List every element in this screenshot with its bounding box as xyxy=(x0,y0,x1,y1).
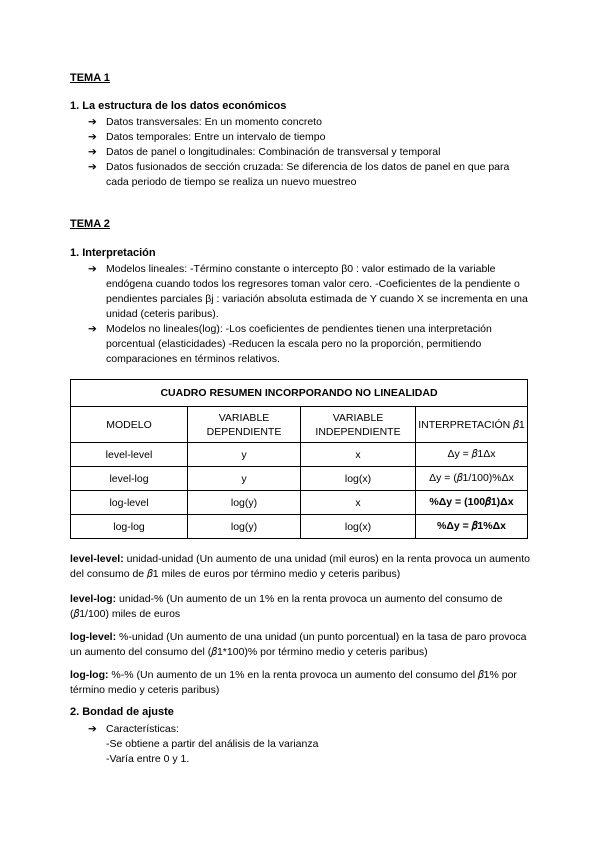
list-item: ➔ Datos transversales: En un momento concreto xyxy=(88,116,322,128)
table-cell: log(x) xyxy=(301,467,416,491)
table-cell: %Δy = (100𝛽1)Δx xyxy=(416,491,528,515)
bondad-section-title: 2. Bondad de ajuste xyxy=(70,706,174,718)
arrow-right-icon: ➔ xyxy=(88,323,97,335)
tema2-title: TEMA 2 xyxy=(70,218,110,230)
table-row xyxy=(71,491,528,515)
arrow-right-icon: ➔ xyxy=(88,131,97,143)
table-cell: Δy = (𝛽1/100)%Δx xyxy=(416,467,528,491)
table-cell: x xyxy=(301,443,416,467)
bondad-bullet-list xyxy=(88,722,528,737)
table-row xyxy=(71,443,528,467)
table-row xyxy=(71,467,528,491)
tema1-title: TEMA 1 xyxy=(70,72,110,84)
bondad-line: -Se obtiene a partir del análisis de la varianza xyxy=(106,738,319,750)
table-cell: Δy = 𝛽1Δx xyxy=(416,443,528,467)
list-item: ➔ Modelos lineales: -Término constante o intercepto β0 : valor estimado de la variable endógena cuando todos los regresores toman valor cero. -Coeficientes de la pendiente o pendientes parciales βj : variación absoluta estimada de Y cuando X se incrementa en una unidad (ceteris paribus). xyxy=(88,263,528,320)
table-header-cell: VARIABLE INDEPENDIENTE xyxy=(301,407,416,443)
table-cell: y xyxy=(188,467,301,491)
table-cell: log(y) xyxy=(188,491,301,515)
bondad-line: -Varía entre 0 y 1. xyxy=(106,753,190,765)
summary-table xyxy=(70,379,528,539)
tema2-section-title: 1. Interpretación xyxy=(70,247,156,259)
list-item: ➔ Características: xyxy=(88,723,179,735)
tema1-bullet-list xyxy=(88,115,528,190)
arrow-right-icon: ➔ xyxy=(88,116,97,128)
explanation-log-level: log-level: %-unidad (Un aumento de una unidad (un punto porcentual) en la tasa de paro provoca un aumento del consumo del (𝛽1*100)% por término medio y ceteris paribus) xyxy=(70,631,527,658)
table-header-cell: MODELO xyxy=(71,407,188,443)
arrow-right-icon: ➔ xyxy=(88,723,97,735)
tema2-bullet-list xyxy=(88,262,528,367)
explanation-level-log: level-log: unidad-% (Un aumento de un 1% en la renta provoca un aumento del consumo de (𝛽1/100) miles de euros xyxy=(70,593,503,620)
table-header-row xyxy=(71,407,528,443)
list-item: ➔ Datos fusionados de sección cruzada: Se diferencia de los datos de panel en que para cada periodo de tiempo se realiza un nuevo muestreo xyxy=(88,161,510,188)
table-cell: level-log xyxy=(71,467,188,491)
table-row xyxy=(71,515,528,539)
list-item: ➔ Modelos no lineales(log): -Los coeficientes de pendientes tienen una interpretación porcentual (elasticidades) -Reducen la escala pero no la proporción, permitiendo comparaciones en términos relativos. xyxy=(88,323,492,365)
table-header-cell: INTERPRETACIÓN 𝛽1 xyxy=(416,407,528,443)
table-cell: log-log xyxy=(71,515,188,539)
list-item: ➔ Datos temporales: Entre un intervalo de tiempo xyxy=(88,131,326,143)
table-header-cell: VARIABLE DEPENDIENTE xyxy=(188,407,301,443)
table-cell: y xyxy=(188,443,301,467)
table-cell: level-level xyxy=(71,443,188,467)
tema1-section-title: 1. La estructura de los datos económicos xyxy=(70,100,287,112)
table-title: CUADRO RESUMEN INCORPORANDO NO LINEALIDAD xyxy=(71,380,528,407)
table-cell: log(y) xyxy=(188,515,301,539)
list-item: ➔ Datos de panel o longitudinales: Combinación de transversal y temporal xyxy=(88,146,441,158)
explanation-level-level: level-level: unidad-unidad (Un aumento de una unidad (mil euros) en la renta provoca un aumento del consumo de 𝛽1 miles de euros por término medio y ceteris paribus) xyxy=(70,553,530,580)
explanation-log-log: log-log: %-% (Un aumento de un 1% en la renta provoca un aumento del consumo del 𝛽1% por término medio y ceteris paribus) xyxy=(70,669,517,696)
arrow-right-icon: ➔ xyxy=(88,146,97,158)
table-cell: x xyxy=(301,491,416,515)
table-cell: log(x) xyxy=(301,515,416,539)
arrow-right-icon: ➔ xyxy=(88,263,97,275)
table-cell: log-level xyxy=(71,491,188,515)
arrow-right-icon: ➔ xyxy=(88,161,97,173)
table-cell: %Δy = 𝛽1%Δx xyxy=(416,515,528,539)
